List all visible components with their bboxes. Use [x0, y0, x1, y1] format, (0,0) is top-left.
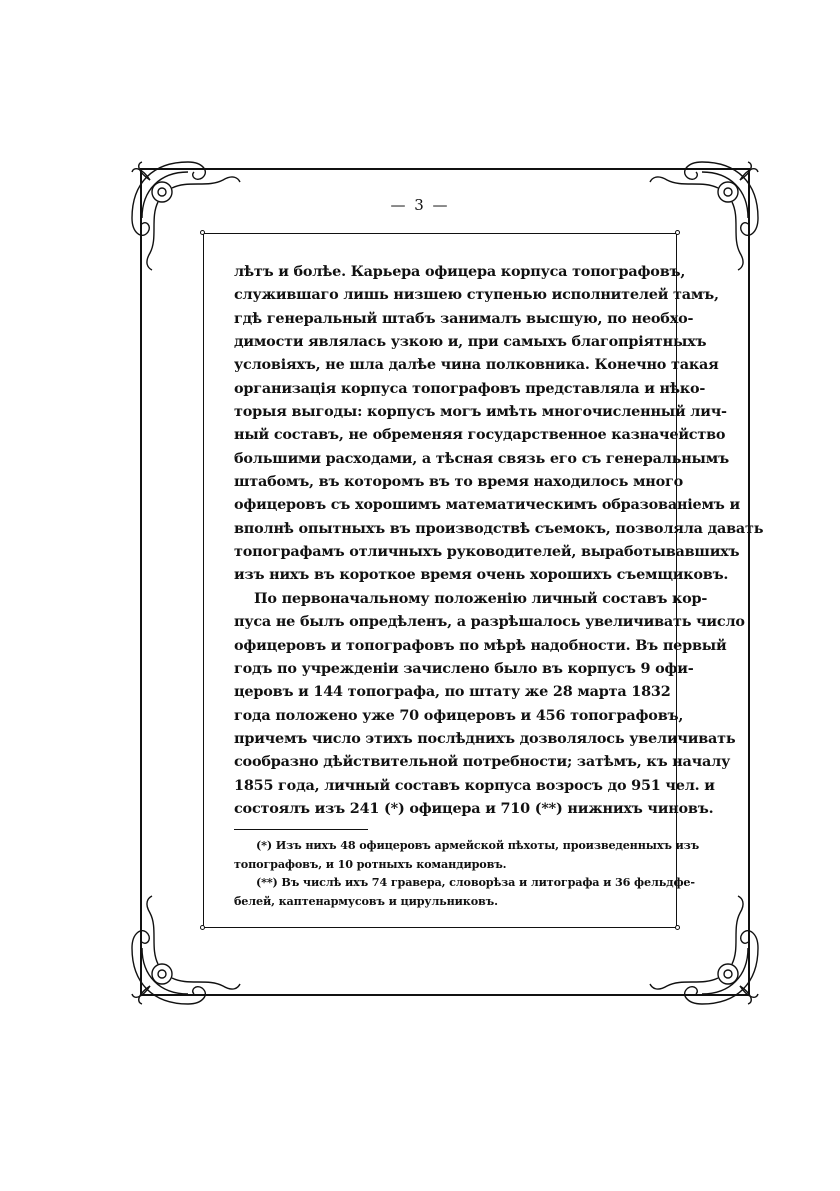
corner-ornament-bottom-left — [128, 888, 248, 1008]
corner-ornament-top-right — [642, 158, 762, 278]
text-line: димости являлась узкою и, при самыхъ благопріятныхъ — [234, 333, 707, 351]
text-line: лѣтъ и болѣе. Карьера офицера корпуса топографовъ, — [234, 263, 686, 280]
text-line: условіяхъ, не шла далѣе чина полковника. Конечно такая — [234, 356, 719, 374]
text-line: года положено уже 70 офицеровъ и 456 топографовъ, — [234, 706, 684, 724]
text-line: офицеровъ и топографовъ по мѣрѣ надобности. Въ первый — [234, 636, 727, 654]
footnote-line: белей, каптенармусовъ и цирульниковъ. — [234, 894, 498, 909]
footnote-line: (**) Въ числѣ ихъ 74 гравера, словорѣза и литографа и 36 фельдфе- — [256, 875, 695, 890]
text-line: гдѣ генеральный штабъ занималъ высшую, по необхо- — [234, 309, 694, 327]
text-line: По первоначальному положенію личный составъ кор- — [254, 589, 708, 607]
text-line: большими расходами, а тѣсная связь его съ генеральнымъ — [234, 449, 729, 467]
text-line: годъ по учрежденіи зачислено было въ корпусъ 9 офи- — [234, 659, 694, 677]
footnotes — [234, 836, 700, 911]
text-line: церовъ и 144 топографа, по штату же 28 марта 1832 — [234, 683, 671, 701]
text-line: топографамъ отличныхъ руководителей, выработывавшихъ — [234, 543, 740, 561]
text-line: пуса не былъ опредѣленъ, а разрѣшалось увеличивать число — [234, 613, 745, 631]
footnote-line: (*) Изъ нихъ 48 офицеровъ армейской пѣхоты, произведенныхъ изъ — [256, 838, 700, 852]
text-line: 1855 года, личный составъ корпуса возросъ до 951 чел. и — [234, 776, 715, 794]
text-line: причемъ число этихъ послѣднихъ дозволялось увеличивать — [234, 729, 736, 747]
text-line: торыя выгоды: корпусъ могъ имѣть многочисленный лич- — [234, 403, 727, 421]
text-line: состоялъ изъ 241 (*) офицера и 710 (**) нижнихъ чиновъ. — [234, 799, 714, 817]
page-number: — 3 — — [390, 196, 450, 214]
text-line: служившаго лишь низшею ступенью исполнителей тамъ, — [234, 286, 719, 304]
text-line: ный составъ, не обременяя государственное казначейство — [234, 426, 726, 444]
footnote-line: топографовъ, и 10 ротныхъ командировъ. — [234, 856, 507, 871]
footnote-separator — [234, 829, 368, 830]
body-text — [234, 260, 764, 820]
text-line: изъ нихъ въ короткое время очень хорошихъ съемщиковъ. — [234, 566, 729, 584]
text-line: вполнѣ опытныхъ въ производствѣ съемокъ, позволяла давать — [234, 519, 764, 537]
text-line: штабомъ, въ которомъ въ то время находилось много — [234, 473, 683, 491]
text-line: офицеровъ съ хорошимъ математическимъ образованіемъ и — [234, 496, 740, 514]
text-line: организація корпуса топографовъ представляла и нѣко- — [234, 379, 706, 397]
corner-ornament-bottom-right — [642, 888, 762, 1008]
text-line: сообразно дѣйствительной потребности; затѣмъ, къ началу — [234, 753, 731, 771]
corner-ornament-top-left — [128, 158, 248, 278]
